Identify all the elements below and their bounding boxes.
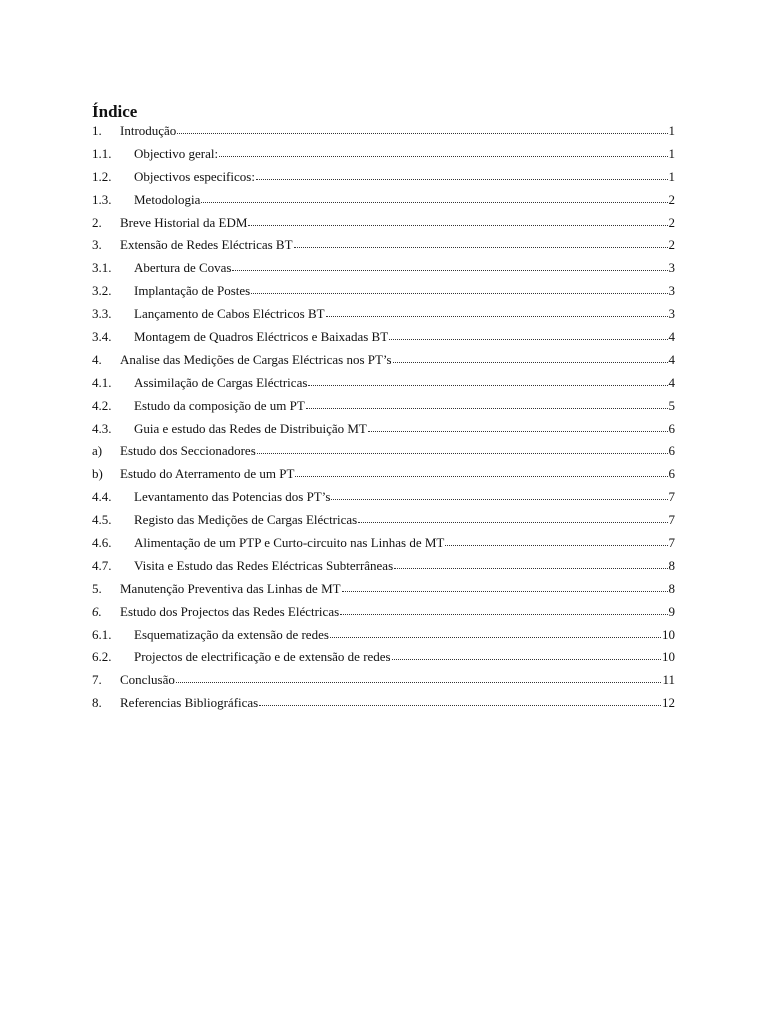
- toc-entry-page-number: 1: [668, 123, 675, 138]
- toc-dot-leader: [294, 237, 668, 249]
- toc-dot-leader: [445, 535, 667, 547]
- toc-entry[interactable]: [92, 257, 675, 280]
- toc-entry-page-number: 10: [662, 649, 675, 665]
- toc-entry-page-number: 8: [668, 557, 675, 573]
- toc-dot-leader: [368, 421, 668, 433]
- toc-entry-page-number: 8: [668, 580, 675, 596]
- toc-dot-leader: [256, 169, 668, 181]
- toc-entry-number: b): [92, 466, 103, 482]
- toc-entry[interactable]: [92, 669, 675, 692]
- toc-entry-text: Analise das Medições de Cargas Eléctricas nos PT’s: [120, 351, 392, 367]
- toc-entry-page-number: 1: [668, 168, 675, 184]
- toc-list: [92, 120, 675, 715]
- toc-dot-leader: [219, 146, 667, 158]
- toc-entry-number: 6.2.: [92, 649, 112, 665]
- toc-entry-number: 2.: [92, 214, 102, 230]
- toc-entry-text: Introdução: [120, 123, 177, 138]
- toc-dot-leader: [392, 649, 661, 661]
- toc-entry[interactable]: [92, 418, 675, 441]
- toc-entry-page-number: 11: [662, 672, 675, 688]
- toc-entry[interactable]: [92, 578, 675, 601]
- toc-entry[interactable]: [92, 234, 675, 257]
- toc-entry[interactable]: [92, 463, 675, 486]
- toc-entry-text: Breve Historial da EDM: [120, 214, 248, 230]
- toc-entry-number: 8.: [92, 695, 102, 711]
- toc-entry[interactable]: [92, 166, 675, 189]
- toc-entry-text: Extensão de Redes Eléctricas BT: [120, 237, 293, 253]
- toc-entry-text: Implantação de Postes: [134, 283, 251, 299]
- toc-entry-number: 4.: [92, 351, 102, 367]
- toc-entry[interactable]: [92, 395, 675, 418]
- toc-dot-leader: [201, 192, 667, 204]
- toc-entry-number: 4.5.: [92, 512, 112, 528]
- toc-dot-leader: [342, 581, 668, 593]
- toc-dot-leader: [257, 443, 668, 455]
- toc-entry[interactable]: [92, 326, 675, 349]
- toc-entry-number: 1.1.: [92, 145, 112, 161]
- toc-entry-number: 4.1.: [92, 374, 112, 390]
- toc-entry-text: Visita e Estudo das Redes Eléctricas Subterrâneas: [134, 557, 394, 573]
- toc-entry-page-number: 3: [668, 260, 675, 276]
- toc-entry[interactable]: [92, 555, 675, 578]
- toc-entry-page-number: 3: [668, 306, 675, 322]
- toc-entry-number: 3.4.: [92, 329, 112, 345]
- toc-dot-leader: [306, 398, 668, 410]
- toc-dot-leader: [358, 512, 667, 524]
- toc-entry-page-number: 1: [668, 145, 675, 161]
- toc-dot-leader: [248, 215, 667, 227]
- toc-entry[interactable]: [92, 532, 675, 555]
- toc-entry[interactable]: [92, 692, 675, 715]
- toc-dot-leader: [259, 695, 661, 707]
- toc-entry[interactable]: [92, 486, 675, 509]
- toc-entry[interactable]: [92, 212, 675, 235]
- toc-entry-page-number: 7: [668, 535, 675, 551]
- toc-entry-page-number: 7: [668, 512, 675, 528]
- toc-entry-text: Projectos de electrificação e de extensão de redes: [134, 649, 391, 665]
- toc-entry-text: Lançamento de Cabos Eléctricos BT: [134, 306, 325, 322]
- toc-entry-text: Guia e estudo das Redes de Distribuição MT: [134, 420, 367, 436]
- toc-entry-number: 3.: [92, 237, 102, 253]
- toc-entry-number: 4.2.: [92, 397, 112, 413]
- toc-entry[interactable]: [92, 280, 675, 303]
- toc-entry-number: 3.2.: [92, 283, 112, 299]
- toc-entry-number: 1.: [92, 123, 102, 138]
- toc-entry[interactable]: [92, 601, 675, 624]
- toc-dot-leader: [308, 375, 667, 387]
- toc-entry[interactable]: [92, 440, 675, 463]
- toc-entry-text: Montagem de Quadros Eléctricos e Baixadas BT: [134, 329, 389, 345]
- toc-entry-text: Objectivo geral:: [134, 145, 219, 161]
- toc-entry-number: 4.6.: [92, 535, 112, 551]
- toc-entry[interactable]: [92, 646, 675, 669]
- toc-entry-page-number: 9: [668, 603, 675, 619]
- toc-dot-leader: [389, 329, 667, 341]
- toc-entry-text: Assimilação de Cargas Eléctricas: [134, 374, 308, 390]
- toc-entry-number: a): [92, 443, 103, 459]
- toc-dot-leader: [330, 627, 661, 639]
- toc-dot-leader: [393, 352, 668, 364]
- toc-entry[interactable]: [92, 303, 675, 326]
- toc-entry-page-number: 6: [668, 443, 675, 459]
- toc-entry-page-number: 6: [668, 420, 675, 436]
- toc-entry-text: Estudo da composição de um PT: [134, 397, 305, 413]
- toc-entry-page-number: 6: [668, 466, 675, 482]
- toc-entry-number: 4.3.: [92, 420, 112, 436]
- toc-dot-leader: [326, 306, 668, 318]
- toc-dot-leader: [295, 466, 667, 478]
- toc-dot-leader: [394, 558, 667, 570]
- toc-entry-page-number: 12: [662, 695, 675, 711]
- toc-entry-number: 5.: [92, 580, 102, 596]
- toc-entry[interactable]: [92, 120, 675, 143]
- toc-entry[interactable]: [92, 509, 675, 532]
- toc-dot-leader: [176, 672, 662, 684]
- toc-entry-number: 3.1.: [92, 260, 112, 276]
- toc-entry-text: Estudo dos Seccionadores: [120, 443, 256, 459]
- toc-entry[interactable]: [92, 624, 675, 647]
- toc-entry-page-number: 7: [668, 489, 675, 505]
- toc-entry-text: Manutenção Preventiva das Linhas de MT: [120, 580, 341, 596]
- toc-entry-text: Abertura de Covas: [134, 260, 232, 276]
- toc-entry-page-number: 2: [668, 237, 675, 253]
- toc-entry-number: 4.4.: [92, 489, 112, 505]
- toc-entry-text: Registo das Medições de Cargas Eléctricas: [134, 512, 358, 528]
- toc-dot-leader: [331, 489, 667, 501]
- toc-entry[interactable]: [92, 189, 675, 212]
- toc-entry-number: 1.2.: [92, 168, 112, 184]
- toc-entry-text: Objectivos especificos:: [134, 168, 255, 184]
- toc-entry-page-number: 10: [662, 626, 675, 642]
- toc-entry-text: Metodologia: [134, 191, 201, 207]
- toc-dot-leader: [177, 123, 667, 135]
- toc-entry-text: Estudo do Aterramento de um PT: [120, 466, 295, 482]
- toc-entry-text: Levantamento das Potencias dos PT’s: [134, 489, 331, 505]
- toc-entry-number: 4.7.: [92, 557, 112, 573]
- toc-entry-page-number: 4: [668, 374, 675, 390]
- toc-entry-text: Referencias Bibliográficas: [120, 695, 259, 711]
- toc-entry-page-number: 3: [668, 283, 675, 299]
- toc-entry[interactable]: [92, 372, 675, 395]
- toc-entry-page-number: 2: [668, 191, 675, 207]
- toc-entry-number: 6.1.: [92, 626, 112, 642]
- toc-entry-number: 7.: [92, 672, 102, 688]
- toc-entry-page-number: 4: [668, 329, 675, 345]
- toc-dot-leader: [340, 604, 667, 616]
- toc-entry-text: Esquematização da extensão de redes: [134, 626, 329, 642]
- toc-entry-number: 1.3.: [92, 191, 112, 207]
- toc-entry[interactable]: [92, 143, 675, 166]
- toc-entry-page-number: 4: [668, 351, 675, 367]
- toc-entry-page-number: 2: [668, 214, 675, 230]
- toc-entry-page-number: 5: [668, 397, 675, 413]
- toc-entry-text: Conclusão: [120, 672, 175, 688]
- toc-entry-text: Alimentação de um PTP e Curto-circuito nas Linhas de MT: [134, 535, 445, 551]
- toc-dot-leader: [251, 283, 667, 295]
- toc-entry-number: 6.: [92, 603, 102, 619]
- toc-entry-number: 3.3.: [92, 306, 112, 322]
- toc-entry-text: Estudo dos Projectos das Redes Eléctricas: [120, 603, 340, 619]
- toc-title: Índice: [92, 102, 138, 121]
- toc-dot-leader: [232, 260, 667, 272]
- toc-entry[interactable]: [92, 349, 675, 372]
